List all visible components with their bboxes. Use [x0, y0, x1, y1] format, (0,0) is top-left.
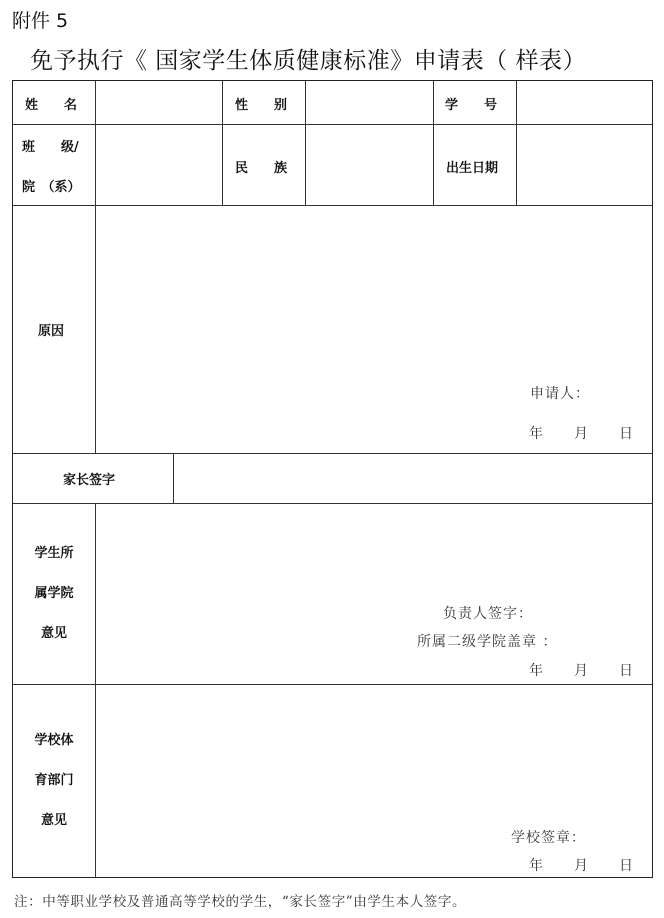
pe-opinion-label-line2: 育部门: [34, 773, 74, 788]
col-divider: [95, 205, 96, 453]
ethnicity-label: 民 族: [235, 161, 288, 176]
col-divider: [516, 81, 517, 205]
college-opinion-label-line3: 意见: [40, 626, 67, 641]
row-divider: [13, 453, 652, 454]
class-label-line2: 院 （系）: [22, 180, 81, 195]
col-divider: [222, 81, 223, 205]
college-date: 年 月 日: [529, 663, 634, 679]
row-divider: [13, 503, 652, 504]
application-form-table: [12, 80, 653, 878]
row-divider: [13, 684, 652, 685]
applicant-signature: 申请人：: [530, 386, 590, 402]
col-divider: [173, 453, 174, 503]
attachment-label: 附件 5: [12, 10, 69, 32]
footer-note: 注：中等职业学校及普通高等学校的学生，“家长签字”由学生本人签字。: [14, 894, 467, 910]
class-label-line1: 班 级/: [22, 140, 79, 155]
college-seal: 所属二级学院盖章 ：: [417, 634, 558, 650]
pe-opinion-field[interactable]: [97, 686, 651, 877]
birthdate-label: 出生日期: [446, 161, 499, 176]
gender-field[interactable]: [307, 82, 432, 123]
col-divider: [95, 503, 96, 878]
name-field[interactable]: [97, 82, 221, 123]
applicant-date: 年 月 日: [529, 426, 634, 442]
class-field[interactable]: [97, 126, 221, 204]
parent-signature-label: 家长签字: [63, 473, 116, 488]
school-seal: 学校签章：: [511, 830, 586, 846]
birthdate-field[interactable]: [518, 126, 650, 204]
col-divider: [95, 81, 96, 205]
college-opinion-label-line2: 属学院: [34, 586, 74, 601]
col-divider: [433, 81, 434, 205]
student-id-label: 学 号: [445, 98, 498, 113]
form-title: 免予执行《 国家学生体质健康标准》申请表（ 样表）: [30, 48, 587, 74]
gender-label: 性 别: [235, 98, 288, 113]
ethnicity-field[interactable]: [307, 126, 432, 204]
college-opinion-label-line1: 学生所: [34, 546, 74, 561]
reason-field[interactable]: [97, 207, 651, 452]
pe-opinion-label-line3: 意见: [40, 813, 67, 828]
pe-date: 年 月 日: [529, 858, 634, 874]
college-opinion-field[interactable]: [97, 505, 651, 683]
name-label: 姓 名: [25, 98, 78, 113]
student-id-field[interactable]: [518, 82, 650, 123]
pe-opinion-label-line1: 学校体: [34, 733, 74, 748]
reason-label: 原因: [38, 324, 65, 339]
col-divider: [305, 81, 306, 205]
row-divider: [13, 205, 652, 206]
row-divider: [13, 124, 652, 125]
parent-signature-field[interactable]: [175, 455, 651, 502]
responsible-signature: 负责人签字：: [443, 606, 533, 622]
